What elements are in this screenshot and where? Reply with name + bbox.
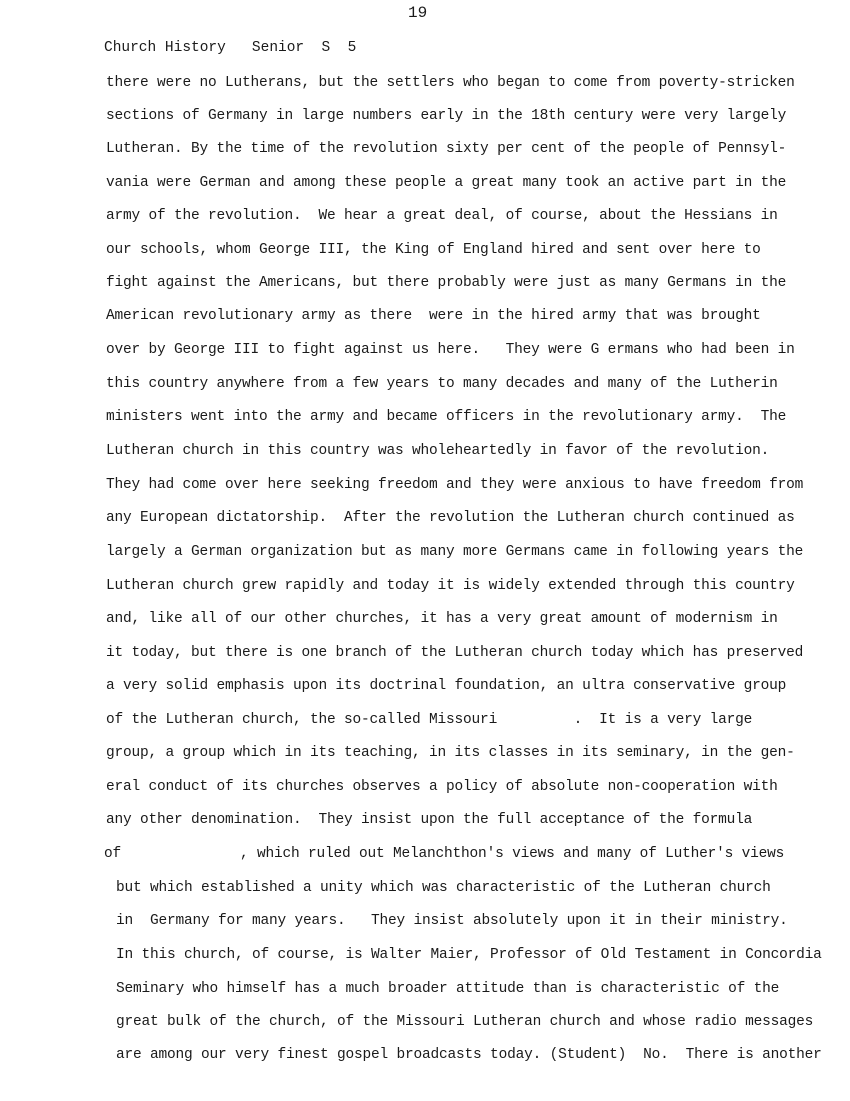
text-line: American revolutionary army as there were in the hired army that was brought <box>106 308 761 324</box>
text-line: ministers went into the army and became officers in the revolutionary army. The <box>106 409 787 425</box>
text-line: They had come over here seeking freedom and they were anxious to have freedom from <box>106 477 804 493</box>
text-line: In this church, of course, is Walter Maier, Professor of Old Testament in Concordia <box>116 947 822 963</box>
text-line: Lutheran church grew rapidly and today it is widely extended through this country <box>106 578 795 594</box>
text-line: there were no Lutherans, but the settlers who began to come from poverty-stricken <box>106 75 795 91</box>
text-line: over by George III to fight against us here. They were G ermans who had been in <box>106 342 795 358</box>
text-line: great bulk of the church, of the Missouri Lutheran church and whose radio messages <box>116 1014 814 1030</box>
text-line: Lutheran. By the time of the revolution sixty per cent of the people of Pennsyl- <box>106 141 787 157</box>
text-line: Seminary who himself has a much broader attitude than is characteristic of the <box>116 981 780 997</box>
page-number: 19 <box>408 4 428 22</box>
text-line: of the Lutheran church, the so-called Missouri . It is a very large <box>106 712 753 728</box>
text-line: group, a group which in its teaching, in its classes in its seminary, in the gen- <box>106 745 795 761</box>
text-line: our schools, whom George III, the King of England hired and sent over here to <box>106 242 761 258</box>
text-line: of , which ruled out Melanchthon's views and many of Luther's views <box>104 846 785 862</box>
text-line: but which established a unity which was characteristic of the Lutheran church <box>116 880 771 896</box>
text-line: vania were German and among these people a great many took an active part in the <box>106 175 787 191</box>
text-line: it today, but there is one branch of the Lutheran church today which has preserved <box>106 645 804 661</box>
text-line: largely a German organization but as many more Germans came in following years the <box>106 544 804 560</box>
text-line: fight against the Americans, but there probably were just as many Germans in the <box>106 275 787 291</box>
text-line: a very solid emphasis upon its doctrinal foundation, an ultra conservative group <box>106 678 787 694</box>
text-line: any other denomination. They insist upon the full acceptance of the formula <box>106 812 753 828</box>
text-line: Lutheran church in this country was wholeheartedly in favor of the revolution. <box>106 443 770 459</box>
text-line: eral conduct of its churches observes a policy of absolute non-cooperation with <box>106 779 778 795</box>
page-header: Church History Senior S 5 <box>104 40 357 56</box>
text-line: in Germany for many years. They insist absolutely upon it in their ministry. <box>116 913 788 929</box>
text-line: army of the revolution. We hear a great deal, of course, about the Hessians in <box>106 208 778 224</box>
text-line: sections of Germany in large numbers early in the 18th century were very largely <box>106 108 787 124</box>
text-line: any European dictatorship. After the revolution the Lutheran church continued as <box>106 510 795 526</box>
text-line: and, like all of our other churches, it has a very great amount of modernism in <box>106 611 778 627</box>
text-line: are among our very finest gospel broadcasts today. (Student) No. There is another <box>116 1047 822 1063</box>
text-line: this country anywhere from a few years to many decades and many of the Lutherin <box>106 376 778 392</box>
